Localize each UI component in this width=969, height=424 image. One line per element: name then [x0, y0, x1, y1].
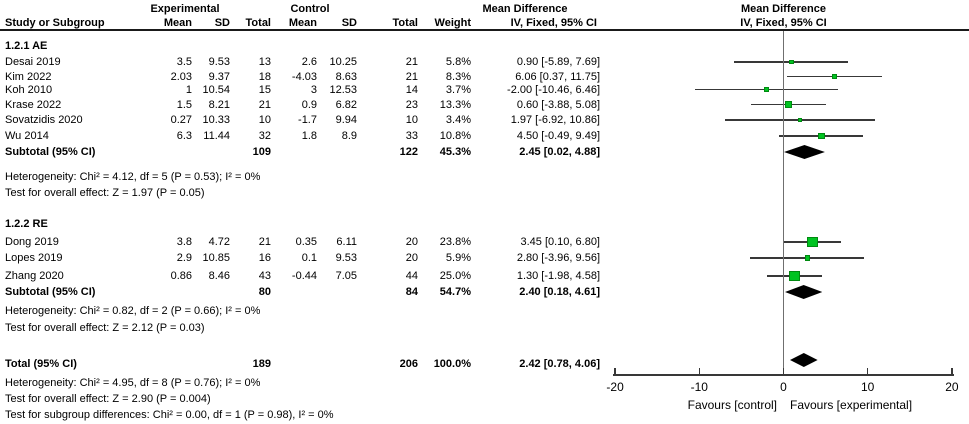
- study-row-ci: 2.80 [-3.96, 9.56]: [516, 252, 600, 264]
- axis-tick: [867, 368, 869, 376]
- axis-tick: [951, 368, 953, 376]
- axis-tick-label: -20: [606, 380, 624, 394]
- axis-tick-label: 20: [945, 380, 959, 394]
- study-row-total_e: 10: [258, 114, 271, 126]
- study-row-total_e: 16: [258, 252, 271, 264]
- study-row-sd_e: 8.21: [208, 98, 230, 111]
- study-row-ci: 6.06 [0.37, 11.75]: [515, 70, 600, 83]
- effect-square: [764, 87, 768, 91]
- total-row-total_c: 206: [399, 357, 418, 370]
- study-row-mean_c: -4.03: [291, 70, 317, 83]
- study-row-study: Zhang 2020: [5, 270, 64, 282]
- subtotal-diamond: [785, 285, 822, 299]
- subgroup-label: 1.2.2 RE: [5, 218, 48, 230]
- study-row-weight: 13.3%: [439, 98, 471, 111]
- subtotal-row-study: Subtotal (95% CI): [5, 146, 96, 158]
- study-row-mean_e: 1: [185, 83, 192, 96]
- heterogeneity-note: Heterogeneity: Chi² = 4.12, df = 5 (P = 0.53); I² = 0%: [5, 170, 261, 183]
- study-row-total_e: 32: [258, 130, 271, 142]
- study-row-total_e: 21: [258, 236, 271, 248]
- study-row-mean_c: 0.35: [295, 236, 317, 248]
- subtotal-row-study: Subtotal (95% CI): [5, 286, 96, 298]
- study-row-weight: 25.0%: [439, 270, 471, 282]
- study-row-total_c: 10: [405, 114, 418, 126]
- total-diamond: [790, 353, 818, 367]
- column-header-mean-ctrl: Mean: [288, 17, 317, 29]
- study-row-sd_e: 9.37: [208, 70, 230, 83]
- overall-effect-note: Test for overall effect: Z = 2.12 (P = 0.03): [5, 321, 205, 334]
- study-row-ci: -2.00 [-10.46, 6.46]: [507, 83, 600, 96]
- study-row-sd_c: 12.53: [329, 83, 357, 96]
- study-row-total_e: 43: [258, 270, 271, 282]
- total-row-study: Total (95% CI): [5, 357, 77, 370]
- total-row-ci: 2.42 [0.78, 4.06]: [519, 357, 600, 370]
- study-row-weight: 10.8%: [439, 130, 471, 142]
- column-header-total-exp: Total: [245, 17, 271, 29]
- column-header-sd-ctrl: SD: [341, 17, 357, 29]
- study-row-mean_e: 0.27: [170, 114, 192, 126]
- overall-effect-note: Test for overall effect: Z = 1.97 (P = 0.05): [5, 187, 205, 199]
- zero-line: [783, 31, 785, 374]
- study-row-mean_e: 3.5: [176, 56, 192, 68]
- study-row-study: Dong 2019: [5, 236, 59, 248]
- study-row-total_c: 20: [405, 236, 418, 248]
- study-row-weight: 5.8%: [445, 56, 471, 68]
- study-row-sd_e: 10.85: [202, 252, 230, 264]
- study-row-ci: 1.97 [-6.92, 10.86]: [510, 114, 600, 126]
- study-row-weight: 3.7%: [445, 83, 471, 96]
- study-row-sd_e: 4.72: [208, 236, 230, 248]
- column-header-weight: Weight: [434, 17, 471, 29]
- study-row-mean_c: 1.8: [301, 130, 317, 142]
- study-row-weight: 8.3%: [445, 70, 471, 83]
- study-row-study: Lopes 2019: [5, 252, 63, 264]
- study-row-mean_e: 3.8: [176, 236, 192, 248]
- subtotal-row-total_c: 122: [399, 146, 418, 158]
- study-row-sd_e: 9.53: [208, 56, 230, 68]
- subgroup-label: 1.2.1 AE: [5, 40, 48, 52]
- column-group-control: Control: [290, 3, 330, 15]
- subtotal-row-ci: 2.45 [0.02, 4.88]: [519, 146, 600, 158]
- effect-square: [798, 118, 802, 122]
- column-header-study: Study or Subgroup: [5, 17, 105, 29]
- axis-tick-label: -10: [690, 380, 708, 394]
- study-row-weight: 5.9%: [445, 252, 471, 264]
- subtotal-row-total_e: 109: [252, 146, 271, 158]
- subtotal-row-total_e: 80: [258, 286, 271, 298]
- column-group-mean-difference: Mean Difference: [482, 3, 568, 15]
- study-row-mean_c: -1.7: [298, 114, 317, 126]
- effect-square: [805, 255, 810, 260]
- study-row-study: Wu 2014: [5, 130, 49, 142]
- column-group-experimental: Experimental: [150, 3, 220, 15]
- study-row-total_c: 14: [405, 83, 418, 96]
- subtotal-row-total_c: 84: [405, 286, 418, 298]
- subtotal-row-weight: 45.3%: [439, 146, 471, 158]
- study-row-mean_e: 6.3: [176, 130, 192, 142]
- study-row-ci: 0.60 [-3.88, 5.08]: [516, 98, 600, 111]
- study-row-mean_c: -0.44: [291, 270, 317, 282]
- plot-title: Mean Difference: [741, 3, 826, 15]
- subtotal-row-ci: 2.40 [0.18, 4.61]: [519, 286, 600, 298]
- column-header-iv-ci: IV, Fixed, 95% CI: [510, 17, 597, 29]
- study-row-mean_c: 0.9: [301, 98, 317, 111]
- study-row-total_e: 21: [258, 98, 271, 111]
- study-row-total_e: 18: [258, 70, 271, 83]
- effect-square: [832, 74, 838, 80]
- study-row-mean_c: 0.1: [301, 252, 317, 264]
- study-row-study: Koh 2010: [5, 83, 53, 96]
- study-row-mean_c: 2.6: [301, 56, 317, 68]
- total-row-weight: 100.0%: [433, 357, 471, 370]
- study-row-ci: 0.90 [-5.89, 7.69]: [516, 56, 600, 68]
- axis-tick: [783, 368, 785, 376]
- effect-square: [785, 101, 792, 108]
- study-row-weight: 3.4%: [445, 114, 471, 126]
- study-row-study: Kim 2022: [5, 70, 52, 83]
- study-row-study: Krase 2022: [5, 98, 62, 111]
- study-row-sd_e: 8.46: [208, 270, 230, 282]
- total-heterogeneity-note: Heterogeneity: Chi² = 4.95, df = 8 (P = 0.76); I² = 0%: [5, 376, 261, 389]
- heterogeneity-note: Heterogeneity: Chi² = 0.82, df = 2 (P = 0.66); I² = 0%: [5, 304, 261, 317]
- study-row-weight: 23.8%: [439, 236, 471, 248]
- study-row-sd_c: 6.11: [336, 236, 357, 248]
- subtotal-row-weight: 54.7%: [439, 286, 471, 298]
- effect-square: [789, 271, 800, 282]
- study-row-total_e: 13: [258, 56, 271, 68]
- header-divider: [0, 29, 969, 31]
- study-row-total_e: 15: [258, 83, 271, 96]
- total-row-total_e: 189: [252, 357, 271, 370]
- study-row-study: Sovatzidis 2020: [5, 114, 83, 126]
- study-row-mean_e: 2.9: [176, 252, 192, 264]
- study-row-total_c: 21: [405, 70, 418, 83]
- study-row-sd_c: 7.05: [335, 270, 357, 282]
- study-row-sd_e: 10.54: [202, 83, 230, 96]
- axis-label-favours-control: Favours [control]: [687, 398, 777, 412]
- study-row-sd_c: 9.94: [335, 114, 357, 126]
- study-row-ci: 1.30 [-1.98, 4.58]: [516, 270, 600, 282]
- study-row-sd_c: 9.53: [335, 252, 357, 264]
- column-header-sd-exp: SD: [214, 17, 230, 29]
- study-row-total_c: 33: [405, 130, 418, 142]
- study-row-sd_e: 10.33: [202, 114, 230, 126]
- axis-tick: [699, 368, 701, 376]
- study-row-sd_e: 11.44: [203, 130, 230, 142]
- study-row-study: Desai 2019: [5, 56, 61, 68]
- study-row-total_c: 21: [405, 56, 418, 68]
- study-row-mean_e: 0.86: [170, 270, 192, 282]
- axis-label-favours-experimental: Favours [experimental]: [790, 398, 913, 412]
- study-row-ci: 4.50 [-0.49, 9.49]: [516, 130, 600, 142]
- axis-tick-label: 0: [780, 380, 787, 394]
- study-row-sd_c: 6.82: [335, 98, 357, 111]
- subtotal-diamond: [784, 145, 825, 159]
- plot-subtitle: IV, Fixed, 95% CI: [740, 17, 827, 29]
- study-row-total_c: 44: [405, 270, 418, 282]
- study-row-sd_c: 10.25: [329, 56, 357, 68]
- effect-square: [818, 133, 825, 140]
- subgroup-differences-note: Test for subgroup differences: Chi² = 0.00, df = 1 (P = 0.98), I² = 0%: [5, 408, 334, 421]
- study-row-total_c: 20: [405, 252, 418, 264]
- column-header-total-ctrl: Total: [392, 17, 418, 29]
- column-header-mean-exp: Mean: [163, 17, 192, 29]
- effect-square: [789, 60, 794, 65]
- axis-tick-label: 10: [861, 380, 875, 394]
- study-row-mean_e: 2.03: [170, 70, 192, 83]
- effect-square: [807, 237, 818, 248]
- study-row-ci: 3.45 [0.10, 6.80]: [520, 236, 600, 248]
- study-row-mean_e: 1.5: [176, 98, 192, 111]
- study-row-sd_c: 8.9: [341, 130, 357, 142]
- study-row-sd_c: 8.63: [335, 70, 357, 83]
- total-overall-effect-note: Test for overall effect: Z = 2.90 (P = 0.004): [5, 392, 211, 405]
- study-row-total_c: 23: [405, 98, 418, 111]
- study-row-mean_c: 3: [310, 83, 317, 96]
- axis-tick: [614, 368, 616, 376]
